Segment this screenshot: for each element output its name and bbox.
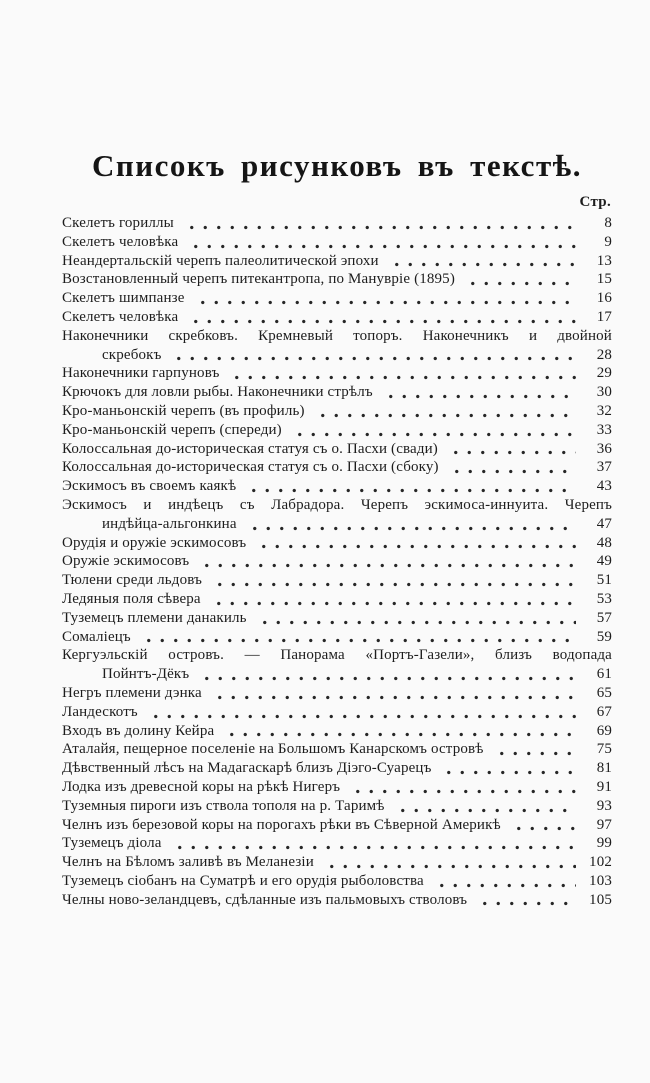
- entry-page-number: 17: [596, 308, 612, 325]
- dot-leader: [510, 825, 576, 832]
- list-item: [62, 421, 612, 440]
- dot-leader: [183, 224, 576, 231]
- entry-line: [62, 552, 612, 571]
- dot-leader: [433, 882, 576, 889]
- entry-continuation-line: [62, 515, 612, 534]
- entry-line: [62, 252, 612, 271]
- entry-title: Сомаліецъ: [62, 628, 131, 645]
- dot-leader: [394, 807, 576, 814]
- dot-leader: [198, 675, 576, 682]
- dot-leader: [246, 525, 576, 532]
- entry-title: Туземецъ племени данакиль: [62, 609, 247, 626]
- list-item: [62, 440, 612, 459]
- entry-title: Ландескотъ: [62, 703, 138, 720]
- entry-title: Челнъ изъ березовой коры на порогахъ рѣки въ Сѣверной Америкѣ: [62, 816, 501, 833]
- dot-leader: [464, 280, 576, 287]
- entry-line: [62, 364, 612, 383]
- entry-page-number: 105: [589, 891, 612, 908]
- entry-title: Дѣвственный лѣсъ на Мадагаскарѣ близъ Діэго-Суарецъ: [62, 760, 432, 777]
- entry-line: [62, 853, 612, 872]
- list-item: [62, 590, 612, 609]
- entry-page-number: 29: [596, 365, 612, 382]
- dot-leader: [448, 468, 576, 475]
- entry-title: Скелетъ шимпанзе: [62, 290, 185, 307]
- entry-page-number: 103: [589, 872, 612, 889]
- entry-page-number: 28: [596, 346, 612, 363]
- entry-page-number: 48: [596, 534, 612, 551]
- list-item: [62, 891, 612, 910]
- entry-line: [62, 571, 612, 590]
- entry-title: Кергуэльскій островъ. — Панорама «Портъ-Газели», близъ водопада: [62, 647, 612, 664]
- entry-title: Входъ въ долину Кейра: [62, 722, 215, 739]
- list-item: [62, 458, 612, 477]
- entry-page-number: 49: [596, 553, 612, 570]
- entry-line: [62, 233, 612, 252]
- list-item: [62, 308, 612, 327]
- entry-page-number: 16: [596, 290, 612, 307]
- page-title: Списокъ рисунковъ въ текстѣ.: [91, 148, 583, 183]
- entry-line: [62, 458, 612, 477]
- list-item: [62, 477, 612, 496]
- dot-leader: [245, 487, 576, 494]
- dot-leader: [314, 412, 576, 419]
- list-item: [62, 872, 612, 891]
- entry-title: Челнъ на Бѣломъ заливѣ въ Меланезіи: [62, 854, 314, 871]
- dot-leader: [388, 261, 576, 268]
- dot-leader: [382, 393, 576, 400]
- dot-leader: [198, 562, 576, 569]
- entry-page-number: 13: [596, 252, 612, 269]
- entry-page-number: 93: [596, 797, 612, 814]
- entry-title: Наконечники скребковъ. Кремневый топоръ. Наконечникъ и двойной: [62, 327, 612, 344]
- entry-page-number: 102: [589, 854, 612, 871]
- entry-page-number: 81: [596, 760, 612, 777]
- list-item: [62, 834, 612, 853]
- entry-title: Наконечники гарпуновъ: [62, 365, 220, 382]
- entry-line: [62, 477, 612, 496]
- list-item: [62, 270, 612, 289]
- entry-title: Туземецъ діола: [62, 835, 162, 852]
- entry-line: [62, 270, 612, 289]
- entry-continuation-line: [62, 665, 612, 684]
- entry-title: Негръ племени дэнка: [62, 684, 202, 701]
- list-item: [62, 552, 612, 571]
- dot-leader: [476, 900, 576, 907]
- entry-line: [62, 834, 612, 853]
- dot-leader: [493, 750, 576, 757]
- entry-title: Возстановленный черепъ питекантропа, по Манувріе (1895): [62, 271, 455, 288]
- dot-leader: [147, 713, 576, 720]
- entry-page-number: 69: [596, 722, 612, 739]
- entry-line: [62, 684, 612, 703]
- entry-title: Кро-маньонскій черепъ (въ профиль): [62, 402, 305, 419]
- entry-line: [62, 797, 612, 816]
- entry-title: Туземецъ сіобанъ на Суматрѣ и его орудія рыболовства: [62, 872, 424, 889]
- entry-page-number: 65: [596, 684, 612, 701]
- list-item: [62, 609, 612, 628]
- entry-page-number: 32: [596, 402, 612, 419]
- list-item: [62, 703, 612, 722]
- entry-page-number: 43: [596, 478, 612, 495]
- entry-page-number: 75: [596, 741, 612, 758]
- page-content: [62, 0, 612, 909]
- entry-line: [62, 872, 612, 891]
- dot-leader: [187, 318, 576, 325]
- entry-page-number: 53: [596, 590, 612, 607]
- entry-continuation-line: [62, 346, 612, 365]
- list-item: [62, 496, 612, 534]
- entry-title: Кро-маньонскій черепъ (спереди): [62, 421, 282, 438]
- entry-title: Скелетъ человѣка: [62, 308, 179, 325]
- entry-line: [62, 740, 612, 759]
- entry-page-number: 67: [596, 703, 612, 720]
- dot-leader: [211, 581, 576, 588]
- entry-title: Скелетъ гориллы: [62, 215, 174, 231]
- list-item: [62, 214, 612, 233]
- entry-line: [62, 891, 612, 910]
- entry-line: [62, 308, 612, 327]
- dot-leader: [440, 769, 576, 776]
- entry-title: Ледяныя поля сѣвера: [62, 590, 201, 607]
- entry-title: Тюлени среди льдовъ: [62, 572, 202, 589]
- entry-page-number: 9: [604, 233, 612, 250]
- entry-line: [62, 402, 612, 421]
- entry-title: Эскимосъ въ своемъ каякѣ: [62, 478, 237, 495]
- list-item: [62, 853, 612, 872]
- entry-line: [62, 534, 612, 553]
- list-item: [62, 778, 612, 797]
- list-item: [62, 402, 612, 421]
- list-item: [62, 816, 612, 835]
- dot-leader: [447, 449, 576, 456]
- entry-line: [62, 646, 612, 665]
- entry-line: [62, 722, 612, 741]
- list-item: [62, 759, 612, 778]
- entry-page-number: 37: [596, 459, 612, 476]
- list-item: [62, 797, 612, 816]
- list-item: [62, 534, 612, 553]
- entry-title: Челны ново-зеландцевъ, сдѣланные изъ пальмовыхъ стволовъ: [62, 891, 468, 908]
- entry-page-number: 57: [596, 609, 612, 626]
- entry-line: [62, 759, 612, 778]
- dot-leader: [140, 637, 576, 644]
- list-item: [62, 233, 612, 252]
- entry-line: [62, 214, 612, 233]
- dot-leader: [228, 374, 576, 381]
- entry-line: [62, 703, 612, 722]
- list-item: [62, 722, 612, 741]
- dot-leader: [194, 299, 576, 306]
- entry-title: Орудія и оружіе эскимосовъ: [62, 534, 247, 551]
- dot-leader: [255, 543, 576, 550]
- dot-leader: [170, 355, 576, 362]
- entry-page-number: 97: [596, 816, 612, 833]
- list-item: [62, 646, 612, 684]
- entry-line: [62, 421, 612, 440]
- figure-list: [62, 214, 612, 909]
- entry-page-number: 33: [596, 421, 612, 438]
- entry-page-number: 91: [596, 778, 612, 795]
- list-item: [62, 684, 612, 703]
- entry-page-number: 47: [596, 515, 612, 532]
- entry-line: [62, 590, 612, 609]
- entry-title: Туземныя пироги изъ ствола тополя на р. Таримѣ: [62, 797, 385, 814]
- list-item: [62, 289, 612, 308]
- entry-page-number: 36: [596, 440, 612, 457]
- entry-title: Аталайя, пещерное поселеніе на Большомъ Канарскомъ островѣ: [62, 741, 484, 758]
- list-item: [62, 252, 612, 271]
- entry-line: [62, 440, 612, 459]
- entry-title: Скелетъ человѣка: [62, 233, 179, 250]
- entry-title-continuation: индѣйца-альгонкина: [102, 515, 237, 532]
- dot-leader: [291, 431, 576, 438]
- dot-leader: [256, 619, 576, 626]
- entry-title: Эскимосъ и индѣецъ съ Лабрадора. Черепъ эскимоса-иннуита. Черепъ: [62, 496, 612, 513]
- entry-title: Колоссальная до-историческая статуя съ о. Пасхи (сбоку): [62, 459, 439, 476]
- entry-page-number: 61: [596, 666, 612, 683]
- entry-line: [62, 778, 612, 797]
- list-item: [62, 383, 612, 402]
- dot-leader: [187, 243, 576, 250]
- dot-leader: [211, 694, 576, 701]
- dot-leader: [223, 731, 576, 738]
- list-item: [62, 327, 612, 365]
- entry-title: Неандертальскій черепъ палеолитической эпохи: [62, 252, 379, 269]
- list-item: [62, 628, 612, 647]
- entry-title: Лодка изъ древесной коры на рѣкѣ Нигеръ: [62, 778, 341, 795]
- dot-leader: [323, 863, 576, 870]
- list-item: [62, 364, 612, 383]
- list-item: [62, 571, 612, 590]
- entry-line: [62, 609, 612, 628]
- entry-title: Колоссальная до-историческая статуя съ о. Пасхи (свади): [62, 440, 438, 457]
- entry-page-number: 8: [604, 215, 612, 231]
- entry-page-number: 51: [596, 572, 612, 589]
- entry-title: Крючокъ для ловли рыбы. Наконечники стрѣлъ: [62, 384, 373, 401]
- entry-page-number: 30: [596, 384, 612, 401]
- dot-leader: [171, 844, 576, 851]
- entry-line: [62, 383, 612, 402]
- list-item: [62, 740, 612, 759]
- entry-line: [62, 628, 612, 647]
- entry-page-number: 15: [596, 271, 612, 288]
- entry-line: [62, 496, 612, 515]
- dot-leader: [210, 600, 576, 607]
- entry-line: [62, 816, 612, 835]
- entry-title-continuation: скребокъ: [102, 346, 162, 363]
- entry-line: [62, 327, 612, 346]
- entry-line: [62, 289, 612, 308]
- entry-page-number: 59: [596, 628, 612, 645]
- dot-leader: [349, 788, 576, 795]
- entry-page-number: 99: [596, 835, 612, 852]
- page-number-column-header: Стр.: [579, 194, 611, 210]
- entry-title: Оружіе эскимосовъ: [62, 553, 190, 570]
- entry-title-continuation: Пойнтъ-Дёкъ: [102, 666, 190, 683]
